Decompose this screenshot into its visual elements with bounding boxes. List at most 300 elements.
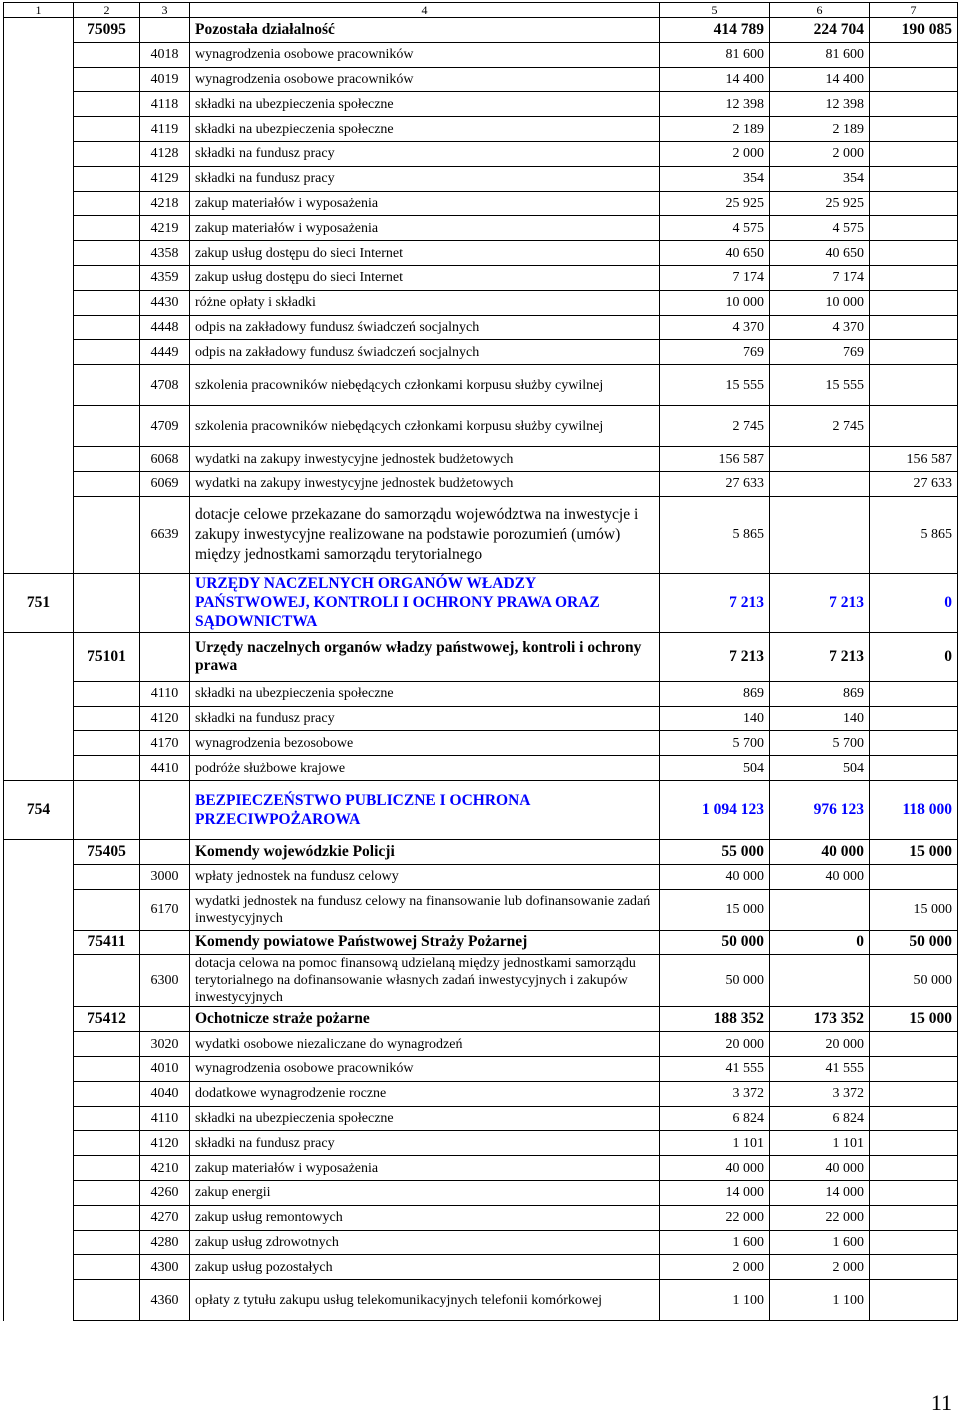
chapter-code-cell: [74, 471, 140, 496]
description-cell: zakup usług zdrowotnych: [190, 1230, 660, 1255]
description-cell: odpis na zakładowy fundusz świadczeń socjalnych: [190, 340, 660, 365]
chapter-code-cell: [74, 67, 140, 92]
section-code-cell: [4, 839, 74, 864]
table-row: [4, 632, 958, 681]
paragraph-code-cell: 4120: [140, 706, 190, 731]
chapter-code-cell: [74, 1131, 140, 1156]
table-row: [4, 166, 958, 191]
amount-current-cell: 5 700: [770, 731, 870, 756]
description-cell: zakup energii: [190, 1180, 660, 1205]
table-row: [4, 1056, 958, 1081]
amount-total-cell: 81 600: [660, 42, 770, 67]
amount-capital-cell: 190 085: [870, 18, 958, 43]
section-code-cell: [4, 1280, 74, 1321]
amount-total-cell: 41 555: [660, 1056, 770, 1081]
paragraph-code-cell: 4709: [140, 406, 190, 447]
description-cell: Pozostała działalność: [190, 18, 660, 43]
table-row: [4, 864, 958, 889]
amount-capital-cell: [870, 117, 958, 142]
description-cell: wynagrodzenia bezosobowe: [190, 731, 660, 756]
chapter-code-cell: [74, 141, 140, 166]
column-number: 4: [190, 3, 660, 18]
chapter-code-cell: [74, 955, 140, 1007]
amount-capital-cell: [870, 1180, 958, 1205]
amount-capital-cell: [870, 1032, 958, 1057]
amount-capital-cell: [870, 315, 958, 340]
amount-total-cell: 7 174: [660, 265, 770, 290]
paragraph-code-cell: 4410: [140, 756, 190, 781]
amount-total-cell: 2 189: [660, 117, 770, 142]
paragraph-code-cell: 4118: [140, 92, 190, 117]
amount-total-cell: 50 000: [660, 955, 770, 1007]
description-cell: Ochotnicze straże pożarne: [190, 1007, 660, 1032]
table-row: [4, 930, 958, 955]
section-code-cell: [4, 191, 74, 216]
table-row: [4, 92, 958, 117]
description-cell: składki na fundusz pracy: [190, 166, 660, 191]
column-number: 2: [74, 3, 140, 18]
table-row: [4, 1081, 958, 1106]
amount-current-cell: 0: [770, 930, 870, 955]
section-code-cell: [4, 265, 74, 290]
amount-total-cell: 40 650: [660, 241, 770, 266]
chapter-code-cell: [74, 365, 140, 406]
section-code-cell: [4, 1156, 74, 1181]
section-code-cell: [4, 864, 74, 889]
description-cell: składki na ubezpieczenia społeczne: [190, 1106, 660, 1131]
description-cell: składki na fundusz pracy: [190, 141, 660, 166]
chapter-code-cell: [74, 216, 140, 241]
paragraph-code-cell: 4219: [140, 216, 190, 241]
section-code-cell: [4, 166, 74, 191]
paragraph-code-cell: 4280: [140, 1230, 190, 1255]
section-code-cell: [4, 496, 74, 573]
chapter-code-cell: [74, 117, 140, 142]
amount-total-cell: 50 000: [660, 930, 770, 955]
amount-total-cell: 1 101: [660, 1131, 770, 1156]
chapter-code-cell: [74, 1156, 140, 1181]
amount-current-cell: 2 000: [770, 141, 870, 166]
table-row: [4, 141, 958, 166]
table-row: [4, 42, 958, 67]
amount-total-cell: 55 000: [660, 839, 770, 864]
amount-current-cell: 7 174: [770, 265, 870, 290]
amount-capital-cell: [870, 756, 958, 781]
paragraph-code-cell: 4018: [140, 42, 190, 67]
section-code-cell: [4, 290, 74, 315]
amount-total-cell: 10 000: [660, 290, 770, 315]
amount-total-cell: 4 370: [660, 315, 770, 340]
amount-capital-cell: [870, 1230, 958, 1255]
table-row: [4, 889, 958, 930]
amount-capital-cell: [870, 365, 958, 406]
amount-current-cell: 40 000: [770, 839, 870, 864]
table-row: [4, 1280, 958, 1321]
table-row: [4, 471, 958, 496]
chapter-code-cell: [74, 290, 140, 315]
amount-total-cell: 414 789: [660, 18, 770, 43]
chapter-code-cell: [74, 340, 140, 365]
amount-current-cell: 41 555: [770, 1056, 870, 1081]
amount-current-cell: [770, 447, 870, 472]
amount-capital-cell: [870, 166, 958, 191]
table-row: [4, 340, 958, 365]
chapter-code-cell: [74, 1081, 140, 1106]
amount-current-cell: 40 000: [770, 864, 870, 889]
chapter-code-cell: [74, 889, 140, 930]
amount-total-cell: 15 000: [660, 889, 770, 930]
description-cell: wydatki na zakupy inwestycyjne jednostek budżetowych: [190, 471, 660, 496]
amount-capital-cell: [870, 241, 958, 266]
paragraph-code-cell: 4010: [140, 1056, 190, 1081]
amount-capital-cell: [870, 67, 958, 92]
amount-total-cell: 769: [660, 340, 770, 365]
chapter-code-cell: [74, 406, 140, 447]
amount-current-cell: 12 398: [770, 92, 870, 117]
chapter-code-cell: [74, 42, 140, 67]
amount-total-cell: 5 865: [660, 496, 770, 573]
section-code-cell: [4, 447, 74, 472]
column-number: 3: [140, 3, 190, 18]
amount-capital-cell: [870, 1205, 958, 1230]
description-cell: zakup materiałów i wyposażenia: [190, 191, 660, 216]
amount-current-cell: 20 000: [770, 1032, 870, 1057]
description-cell: zakup usług pozostałych: [190, 1255, 660, 1280]
section-code-cell: [4, 632, 74, 681]
description-cell: składki na ubezpieczenia społeczne: [190, 92, 660, 117]
section-code-cell: [4, 1056, 74, 1081]
section-code-cell: [4, 1230, 74, 1255]
section-code-cell: [4, 1106, 74, 1131]
description-cell: URZĘDY NACZELNYCH ORGANÓW WŁADZY PAŃSTWOWEJ, KONTROLI I OCHRONY PRAWA ORAZ SĄDOWNICTWA: [190, 573, 660, 632]
paragraph-code-cell: 4120: [140, 1131, 190, 1156]
amount-capital-cell: [870, 216, 958, 241]
amount-total-cell: 188 352: [660, 1007, 770, 1032]
section-code-cell: [4, 930, 74, 955]
table-row: [4, 573, 958, 632]
table-row: [4, 496, 958, 573]
amount-capital-cell: [870, 141, 958, 166]
amount-capital-cell: [870, 191, 958, 216]
description-cell: składki na ubezpieczenia społeczne: [190, 117, 660, 142]
paragraph-code-cell: 4119: [140, 117, 190, 142]
paragraph-code-cell: 4110: [140, 681, 190, 706]
amount-capital-cell: [870, 1255, 958, 1280]
budget-table: [3, 2, 958, 1321]
amount-current-cell: [770, 471, 870, 496]
amount-current-cell: 10 000: [770, 290, 870, 315]
section-code-cell: [4, 889, 74, 930]
description-cell: wynagrodzenia osobowe pracowników: [190, 1056, 660, 1081]
description-cell: składki na fundusz pracy: [190, 1131, 660, 1156]
chapter-code-cell: [74, 191, 140, 216]
chapter-code-cell: [74, 1106, 140, 1131]
section-code-cell: [4, 340, 74, 365]
amount-capital-cell: [870, 92, 958, 117]
table-row: [4, 1106, 958, 1131]
amount-capital-cell: [870, 731, 958, 756]
chapter-code-cell: [74, 1180, 140, 1205]
paragraph-code-cell: 4708: [140, 365, 190, 406]
amount-total-cell: 504: [660, 756, 770, 781]
section-code-cell: [4, 706, 74, 731]
chapter-code-cell: [74, 681, 140, 706]
amount-total-cell: 5 700: [660, 731, 770, 756]
paragraph-code-cell: 3020: [140, 1032, 190, 1057]
section-code-cell: 754: [4, 780, 74, 839]
section-code-cell: [4, 67, 74, 92]
table-row: [4, 406, 958, 447]
amount-capital-cell: [870, 681, 958, 706]
description-cell: Urzędy naczelnych organów władzy państwowej, kontroli i ochrony prawa: [190, 632, 660, 681]
amount-capital-cell: 15 000: [870, 889, 958, 930]
amount-current-cell: 7 213: [770, 573, 870, 632]
amount-total-cell: 7 213: [660, 632, 770, 681]
column-number: 5: [660, 3, 770, 18]
amount-total-cell: 12 398: [660, 92, 770, 117]
chapter-code-cell: [74, 315, 140, 340]
amount-total-cell: 1 094 123: [660, 780, 770, 839]
section-code-cell: [4, 756, 74, 781]
amount-total-cell: 140: [660, 706, 770, 731]
table-row: [4, 315, 958, 340]
paragraph-code-cell: 4040: [140, 1081, 190, 1106]
amount-total-cell: 22 000: [660, 1205, 770, 1230]
description-cell: zakup usług dostępu do sieci Internet: [190, 241, 660, 266]
amount-total-cell: 25 925: [660, 191, 770, 216]
description-cell: różne opłaty i składki: [190, 290, 660, 315]
chapter-code-cell: [74, 864, 140, 889]
amount-total-cell: 1 100: [660, 1280, 770, 1321]
table-row: [4, 1205, 958, 1230]
description-cell: zakup materiałów i wyposażenia: [190, 216, 660, 241]
paragraph-code-cell: [140, 573, 190, 632]
amount-current-cell: 2 745: [770, 406, 870, 447]
section-code-cell: [4, 1131, 74, 1156]
column-number: 7: [870, 3, 958, 18]
chapter-code-cell: [74, 573, 140, 632]
paragraph-code-cell: 4260: [140, 1180, 190, 1205]
amount-current-cell: 22 000: [770, 1205, 870, 1230]
paragraph-code-cell: 6639: [140, 496, 190, 573]
amount-total-cell: 7 213: [660, 573, 770, 632]
table-row: [4, 1156, 958, 1181]
paragraph-code-cell: 6170: [140, 889, 190, 930]
paragraph-code-cell: 4430: [140, 290, 190, 315]
amount-total-cell: 2 745: [660, 406, 770, 447]
amount-capital-cell: [870, 290, 958, 315]
amount-total-cell: 20 000: [660, 1032, 770, 1057]
amount-current-cell: 976 123: [770, 780, 870, 839]
paragraph-code-cell: 6300: [140, 955, 190, 1007]
table-row: [4, 780, 958, 839]
chapter-code-cell: [74, 706, 140, 731]
amount-current-cell: [770, 889, 870, 930]
amount-capital-cell: [870, 1106, 958, 1131]
amount-current-cell: 4 575: [770, 216, 870, 241]
section-code-cell: [4, 141, 74, 166]
section-code-cell: [4, 1255, 74, 1280]
chapter-code-cell: [74, 756, 140, 781]
table-row: [4, 117, 958, 142]
description-cell: wynagrodzenia osobowe pracowników: [190, 42, 660, 67]
table-row: [4, 839, 958, 864]
paragraph-code-cell: 4300: [140, 1255, 190, 1280]
amount-current-cell: 1 600: [770, 1230, 870, 1255]
section-code-cell: [4, 18, 74, 43]
amount-total-cell: 27 633: [660, 471, 770, 496]
description-cell: wynagrodzenia osobowe pracowników: [190, 67, 660, 92]
description-cell: zakup materiałów i wyposażenia: [190, 1156, 660, 1181]
amount-total-cell: 14 400: [660, 67, 770, 92]
table-row: [4, 241, 958, 266]
section-code-cell: [4, 1180, 74, 1205]
description-cell: wydatki osobowe niezaliczane do wynagrodzeń: [190, 1032, 660, 1057]
section-code-cell: [4, 731, 74, 756]
section-code-cell: [4, 216, 74, 241]
description-cell: dodatkowe wynagrodzenie roczne: [190, 1081, 660, 1106]
amount-current-cell: 14 000: [770, 1180, 870, 1205]
paragraph-code-cell: 4170: [140, 731, 190, 756]
amount-total-cell: 354: [660, 166, 770, 191]
table-row: [4, 67, 958, 92]
amount-capital-cell: 118 000: [870, 780, 958, 839]
amount-current-cell: 769: [770, 340, 870, 365]
table-row: [4, 265, 958, 290]
paragraph-code-cell: 4129: [140, 166, 190, 191]
amount-capital-cell: [870, 864, 958, 889]
amount-current-cell: 2 189: [770, 117, 870, 142]
description-cell: zakup usług dostępu do sieci Internet: [190, 265, 660, 290]
table-row: [4, 1032, 958, 1057]
amount-capital-cell: [870, 1081, 958, 1106]
amount-current-cell: 224 704: [770, 18, 870, 43]
amount-capital-cell: 50 000: [870, 930, 958, 955]
paragraph-code-cell: 6068: [140, 447, 190, 472]
amount-current-cell: 2 000: [770, 1255, 870, 1280]
section-code-cell: [4, 315, 74, 340]
description-cell: Komendy powiatowe Państwowej Straży Pożarnej: [190, 930, 660, 955]
paragraph-code-cell: 4218: [140, 191, 190, 216]
budget-table-body: [4, 3, 958, 1321]
chapter-code-cell: [74, 1032, 140, 1057]
amount-total-cell: 2 000: [660, 141, 770, 166]
amount-current-cell: 869: [770, 681, 870, 706]
amount-capital-cell: [870, 1056, 958, 1081]
amount-current-cell: 81 600: [770, 42, 870, 67]
description-cell: podróże służbowe krajowe: [190, 756, 660, 781]
amount-capital-cell: [870, 406, 958, 447]
amount-capital-cell: 15 000: [870, 1007, 958, 1032]
section-code-cell: [4, 1032, 74, 1057]
section-code-cell: [4, 471, 74, 496]
paragraph-code-cell: 4448: [140, 315, 190, 340]
paragraph-code-cell: [140, 839, 190, 864]
column-number-header: [4, 3, 958, 18]
amount-capital-cell: [870, 42, 958, 67]
amount-total-cell: 3 372: [660, 1081, 770, 1106]
table-row: [4, 1131, 958, 1156]
amount-current-cell: 14 400: [770, 67, 870, 92]
amount-current-cell: 1 100: [770, 1280, 870, 1321]
amount-current-cell: 3 372: [770, 1081, 870, 1106]
amount-current-cell: 7 213: [770, 632, 870, 681]
amount-capital-cell: 15 000: [870, 839, 958, 864]
paragraph-code-cell: 4358: [140, 241, 190, 266]
description-cell: dotacja celowa na pomoc finansową udzielaną między jednostkami samorządu terytorialnego na dofinansowanie własnych zadań inwestycyjnych i zakupów inwestycyjnych: [190, 955, 660, 1007]
amount-total-cell: 869: [660, 681, 770, 706]
table-row: [4, 955, 958, 1007]
amount-capital-cell: [870, 265, 958, 290]
chapter-code-cell: 75412: [74, 1007, 140, 1032]
amount-capital-cell: [870, 706, 958, 731]
chapter-code-cell: 75405: [74, 839, 140, 864]
amount-capital-cell: [870, 1280, 958, 1321]
amount-total-cell: 15 555: [660, 365, 770, 406]
table-row: [4, 365, 958, 406]
paragraph-code-cell: [140, 1007, 190, 1032]
amount-total-cell: 6 824: [660, 1106, 770, 1131]
description-cell: szkolenia pracowników niebędących członkami korpusu służby cywilnej: [190, 406, 660, 447]
amount-capital-cell: 156 587: [870, 447, 958, 472]
table-row: [4, 1007, 958, 1032]
page-number: 11: [930, 1390, 952, 1415]
amount-current-cell: 15 555: [770, 365, 870, 406]
description-cell: składki na ubezpieczenia społeczne: [190, 681, 660, 706]
section-code-cell: [4, 365, 74, 406]
amount-current-cell: 1 101: [770, 1131, 870, 1156]
table-row: [4, 1230, 958, 1255]
table-row: [4, 216, 958, 241]
paragraph-code-cell: [140, 632, 190, 681]
chapter-code-cell: [74, 265, 140, 290]
amount-total-cell: 14 000: [660, 1180, 770, 1205]
table-row: [4, 18, 958, 43]
description-cell: składki na fundusz pracy: [190, 706, 660, 731]
chapter-code-cell: [74, 166, 140, 191]
paragraph-code-cell: 4110: [140, 1106, 190, 1131]
chapter-code-cell: [74, 241, 140, 266]
chapter-code-cell: [74, 1255, 140, 1280]
amount-capital-cell: 0: [870, 573, 958, 632]
section-code-cell: [4, 1081, 74, 1106]
amount-capital-cell: 5 865: [870, 496, 958, 573]
amount-capital-cell: [870, 1156, 958, 1181]
chapter-code-cell: [74, 496, 140, 573]
section-code-cell: 751: [4, 573, 74, 632]
amount-current-cell: [770, 955, 870, 1007]
paragraph-code-cell: 4360: [140, 1280, 190, 1321]
amount-total-cell: 1 600: [660, 1230, 770, 1255]
chapter-code-cell: [74, 1230, 140, 1255]
amount-capital-cell: 27 633: [870, 471, 958, 496]
chapter-code-cell: [74, 1205, 140, 1230]
paragraph-code-cell: 4019: [140, 67, 190, 92]
chapter-code-cell: 75095: [74, 18, 140, 43]
table-row: [4, 731, 958, 756]
section-code-cell: [4, 1007, 74, 1032]
table-row: [4, 191, 958, 216]
paragraph-code-cell: 4359: [140, 265, 190, 290]
section-code-cell: [4, 92, 74, 117]
table-row: [4, 1255, 958, 1280]
amount-current-cell: 40 650: [770, 241, 870, 266]
amount-current-cell: 4 370: [770, 315, 870, 340]
amount-current-cell: [770, 496, 870, 573]
amount-total-cell: 156 587: [660, 447, 770, 472]
table-row: [4, 681, 958, 706]
chapter-code-cell: [74, 1280, 140, 1321]
